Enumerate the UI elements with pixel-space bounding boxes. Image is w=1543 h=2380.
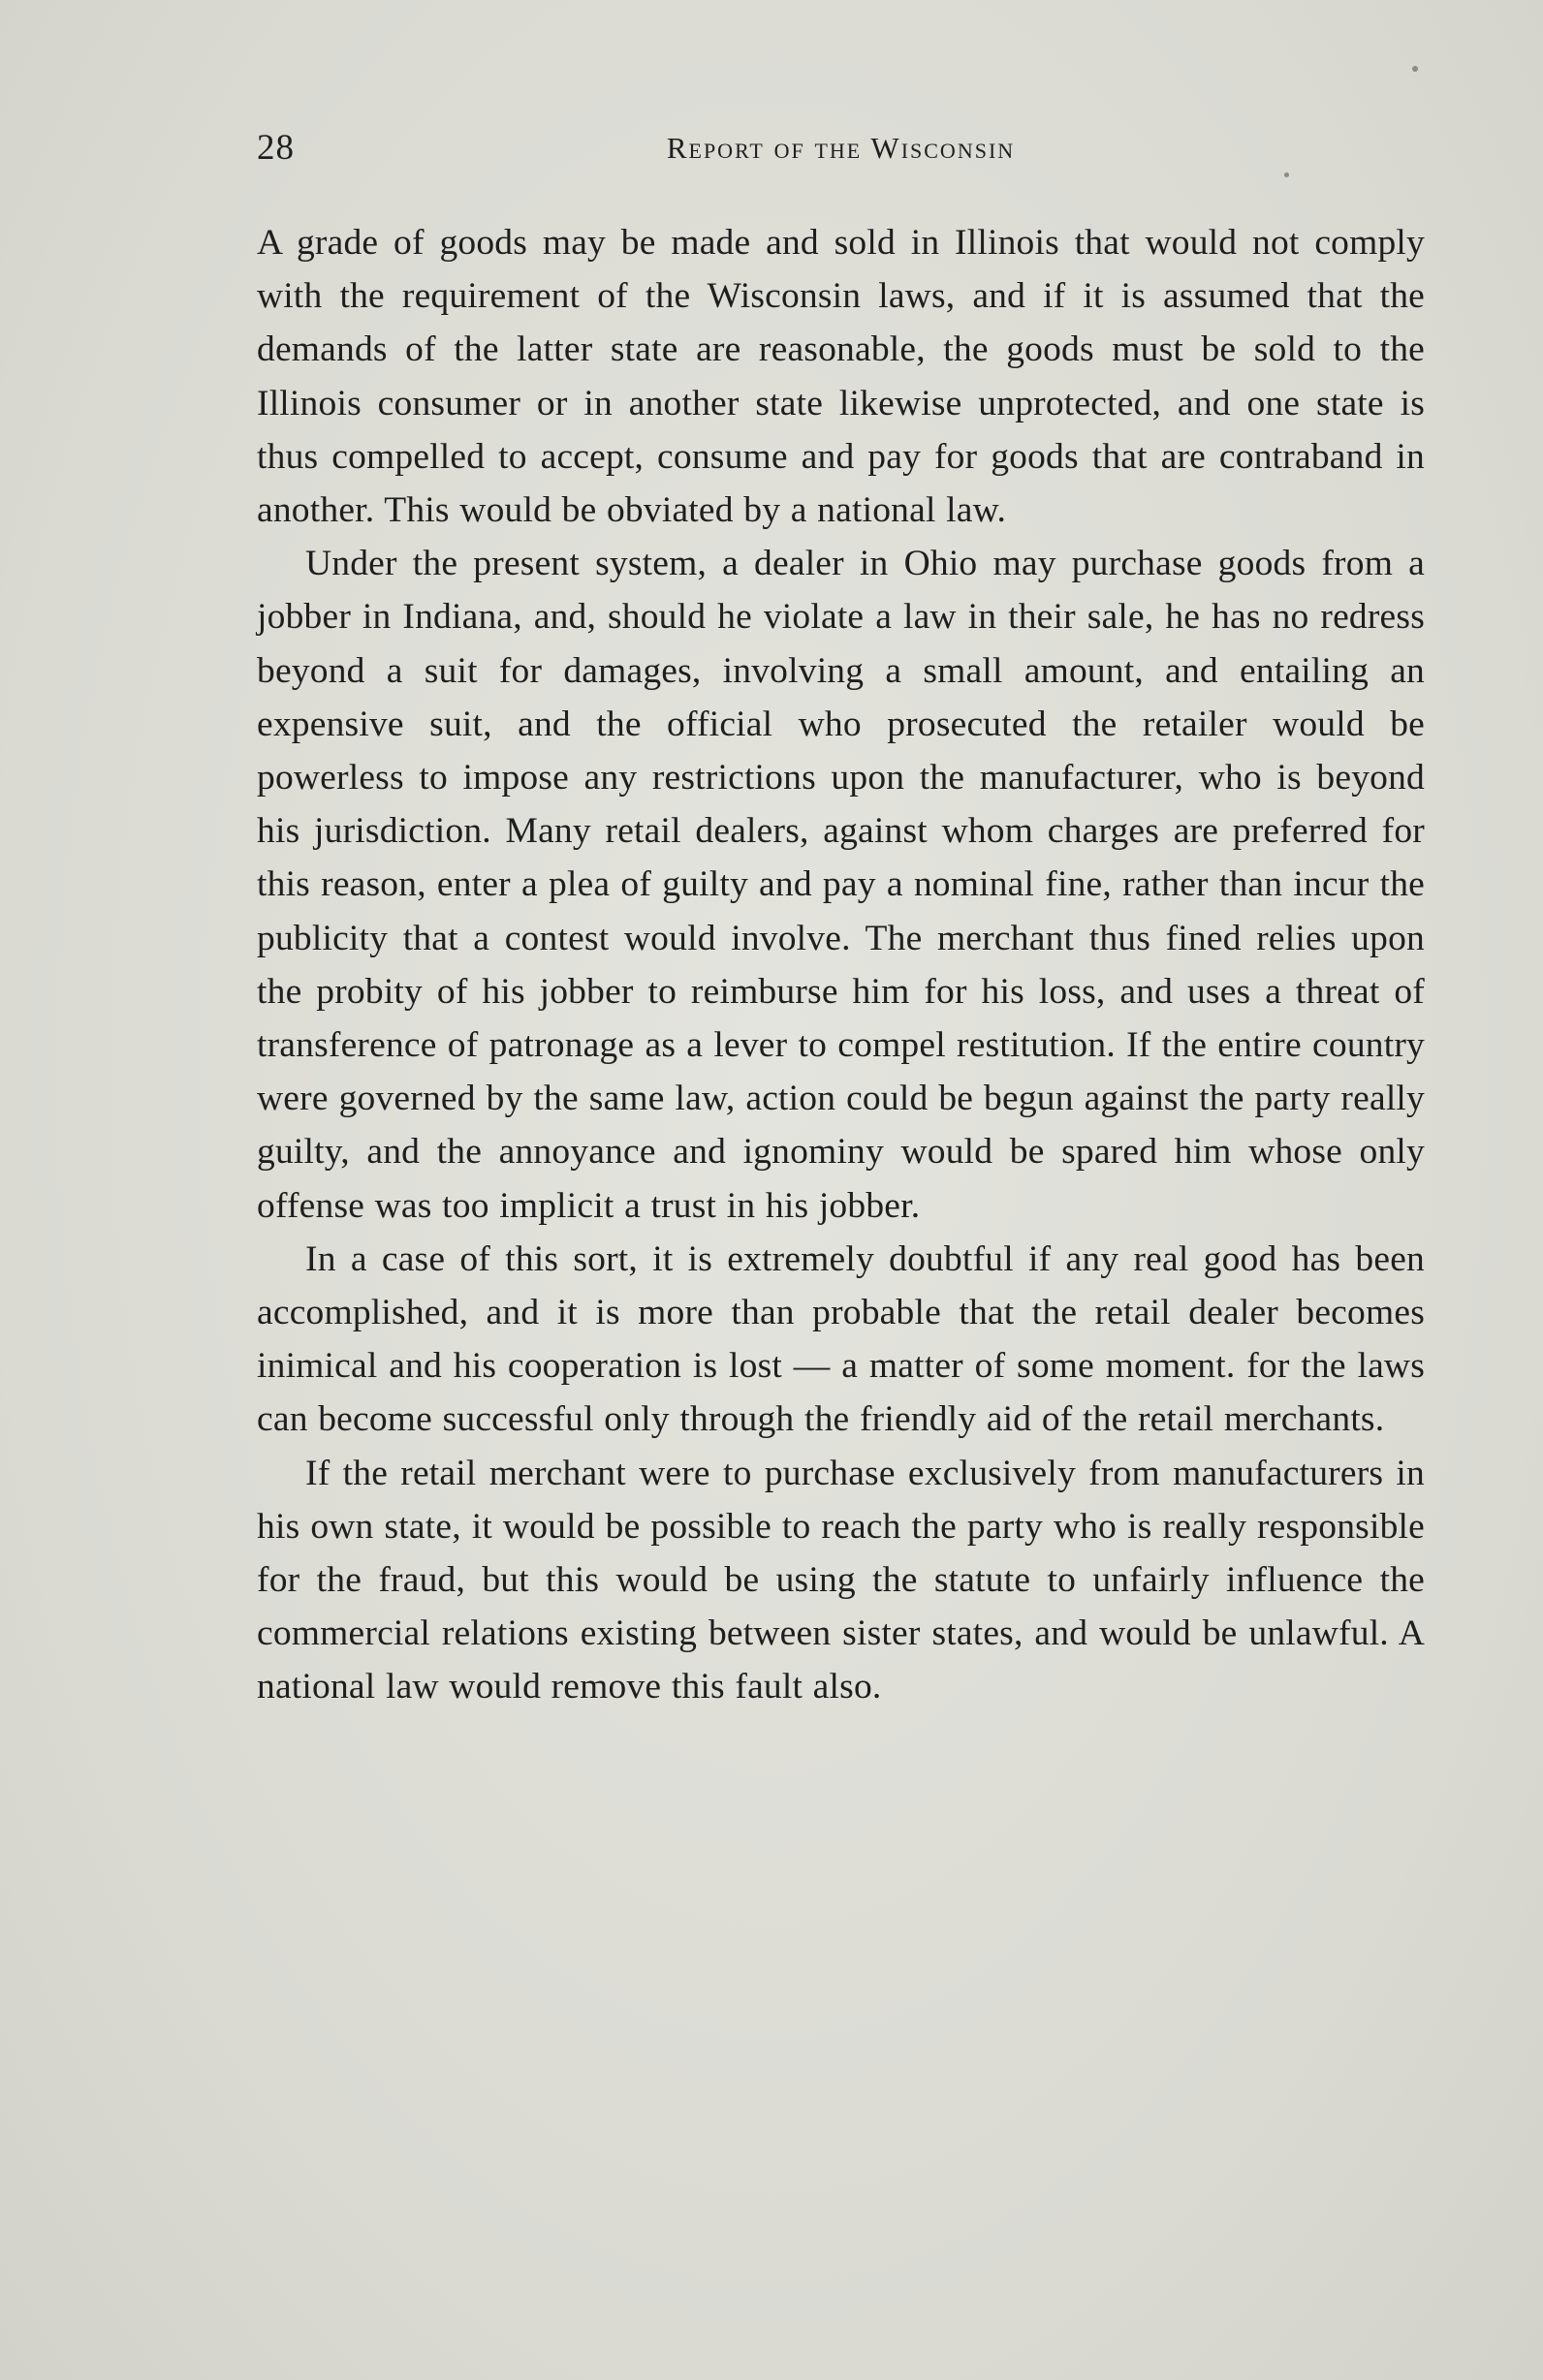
body-text — [257, 216, 1425, 1714]
paragraph: If the retail merchant were to purchase exclusively from manufacturers in his own state, it would be possible to reach the party who is really responsible for the fraud, but this would be using the statute to unfairly influence the commercial relations existing between sister states, and would be unlawful. A national law would remove this fault also. — [257, 1453, 1425, 1707]
paragraph: Under the present system, a dealer in Ohio may purchase goods from a jobber in Indiana, and, should he violate a law in their sale, he has no redress beyond a suit for damages, involving a small amount, and entailing an expensive suit, and the official who prosecuted the retailer would be powerless to impose any restrictions upon the manufacturer, who is beyond his jurisdiction. Many retail dealers, against whom charges are preferred for this reason, enter a plea of guilty and pay a nominal fine, rather than incur the publicity that a contest would involve. The merchant thus fined relies upon the probity of his jobber to reimburse him for his loss, and uses a threat of transference of patronage as a lever to compel restitution. If the entire country were governed by the same law, action could be begun against the party really guilty, and the annoyance and ignominy would be spared him whose only offense was too implicit a trust in his jobber. — [257, 544, 1425, 1226]
paragraph: In a case of this sort, it is extremely doubtful if any real good has been accomplished, and it is more than probable that the retail dealer becomes inimical and his cooperation is lost — a matter of some moment. for the laws can become successful only through the friendly aid of the retail merchants. — [257, 1238, 1425, 1440]
page-header — [257, 124, 1425, 172]
page-number: 28 — [257, 128, 295, 168]
running-title: Report of the Wisconsin — [666, 131, 1016, 165]
print-speck — [1284, 172, 1289, 177]
print-speck — [1412, 66, 1418, 72]
paragraph: A grade of goods may be made and sold in Illinois that would not comply with the requirement of the Wisconsin laws, and if it is assumed that the demands of the latter state are reasonable, the goods must be sold to the Illinois consumer or in another state likewise unprotected, and one state is thus compelled to accept, consume and pay for goods that are contraband in another. This would be obviated by a national law. — [257, 223, 1425, 531]
